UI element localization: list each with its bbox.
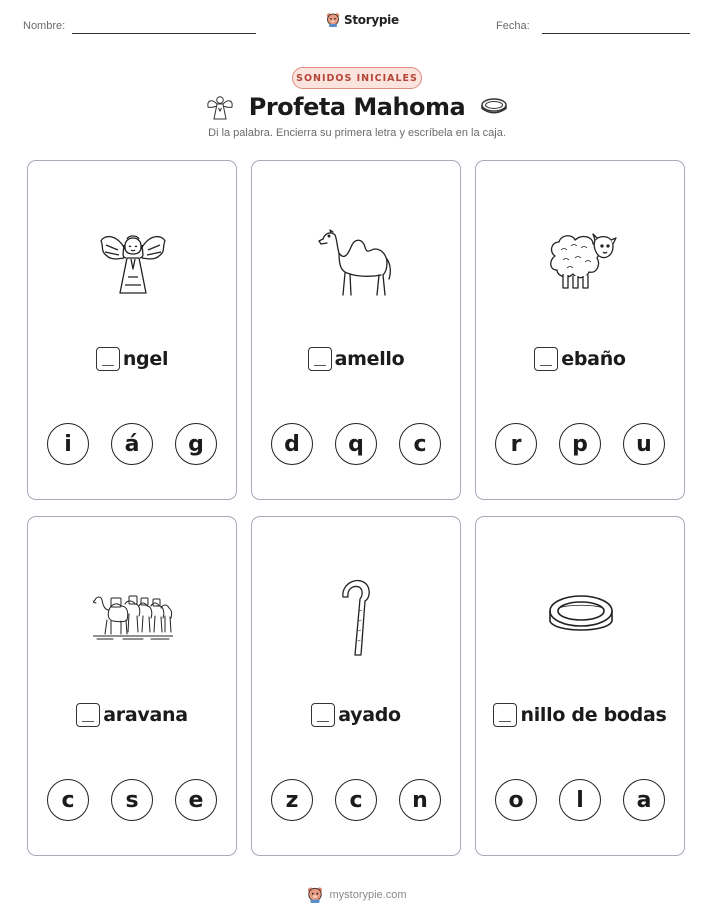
name-field-line[interactable] [72,33,256,34]
letter-option[interactable]: q [335,423,377,465]
name-label: Nombre: [23,20,66,32]
camel-icon [317,225,397,297]
footer [0,886,714,903]
bear-mascot-icon [307,886,323,903]
letter-option[interactable]: l [559,779,601,821]
answer-box[interactable] [493,703,517,727]
word-row [476,347,684,371]
date-field-line[interactable] [542,33,690,34]
title-row [0,92,714,122]
letter-option[interactable]: a [623,779,665,821]
bear-mascot-icon [326,12,340,27]
answer-box[interactable] [308,347,332,371]
instructions: Di la palabra. Encierra su primera letra y escríbela en la caja. [208,127,506,139]
date-label: Fecha: [496,20,530,32]
answer-box[interactable] [96,347,120,371]
partial-word: nillo de bodas [520,704,667,726]
partial-word: ayado [338,704,401,726]
word-card-ring [475,516,685,856]
angel-icon [205,92,235,122]
footer-website[interactable]: mystorypie.com [329,888,407,901]
letter-choices [252,423,460,465]
letter-option[interactable]: r [495,423,537,465]
partial-word: ngel [122,348,169,370]
letter-choices [28,423,236,465]
word-card-camel [251,160,461,500]
word-row [476,703,684,727]
letter-choices [252,779,460,821]
answer-box[interactable] [311,703,335,727]
letter-option[interactable]: c [399,423,441,465]
letter-option[interactable]: o [495,779,537,821]
letter-choices [28,779,236,821]
letter-option[interactable]: z [271,779,313,821]
word-row [28,703,236,727]
letter-option[interactable]: s [111,779,153,821]
word-card-caravan [27,516,237,856]
wedding-ring-icon [546,587,616,647]
letter-option[interactable]: i [47,423,89,465]
caravan-icon [93,592,173,642]
page-title: Profeta Mahoma [248,93,466,121]
letter-option[interactable]: g [175,423,217,465]
letter-option[interactable]: d [271,423,313,465]
letter-choices [476,779,684,821]
word-card-angel [27,160,237,500]
brand-name: Storypie [344,12,399,27]
letter-option[interactable]: n [399,779,441,821]
ring-icon [479,96,509,118]
letter-option[interactable]: u [623,423,665,465]
word-card-staff [251,516,461,856]
brand-logo [326,12,399,27]
partial-word: ebaño [561,348,626,370]
angel-icon [98,225,168,297]
partial-word: amello [334,348,405,370]
letter-option[interactable]: p [559,423,601,465]
letter-choices [476,423,684,465]
word-card-flock [475,160,685,500]
word-row [252,347,460,371]
shepherd-staff-icon [337,577,377,657]
answer-box[interactable] [534,347,558,371]
letter-option[interactable]: e [175,779,217,821]
partial-word: aravana [103,704,188,726]
letter-option[interactable]: á [111,423,153,465]
topic-badge: SONIDOS INICIALES [292,67,422,89]
letter-option[interactable]: c [47,779,89,821]
letter-option[interactable]: c [335,779,377,821]
word-row [28,347,236,371]
sheep-icon [543,226,619,296]
word-row [252,703,460,727]
answer-box[interactable] [76,703,100,727]
worksheet-header [0,0,714,50]
